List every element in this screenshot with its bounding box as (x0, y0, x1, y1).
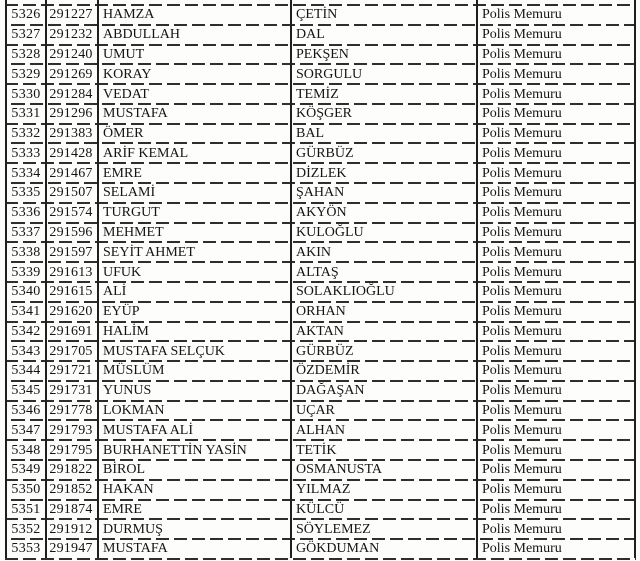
table-body (5, 4, 636, 558)
cell-row-number: 5344 (11, 363, 41, 379)
cell-title: Polis Memuru (482, 165, 562, 181)
cell-id-number: 291795 (49, 442, 93, 458)
table-row (5, 340, 636, 360)
cell-row-number: 5348 (11, 442, 41, 458)
cell-first-name: MEHMET (103, 224, 164, 240)
table-row (5, 63, 636, 83)
cell-last-name: KÖŞGER (296, 106, 353, 122)
cell-first-name: MUSTAFA ALİ (103, 422, 194, 438)
cell-last-name: SOLAKLIOĞLU (296, 284, 395, 300)
column-divider-firstname-lastname (290, 0, 292, 558)
cell-id-number: 291296 (49, 106, 93, 122)
table-row (5, 202, 636, 222)
cell-first-name: ARİF KEMAL (103, 145, 189, 161)
column-divider-id-firstname (97, 0, 99, 558)
cell-id-number: 291269 (49, 66, 93, 82)
table-row (5, 281, 636, 301)
cell-first-name: VEDAT (103, 86, 149, 102)
cell-row-number: 5345 (11, 383, 41, 399)
cell-row-number: 5333 (11, 145, 41, 161)
cell-title: Polis Memuru (482, 403, 562, 419)
cell-id-number: 291615 (49, 284, 93, 300)
cell-id-number: 291778 (49, 403, 93, 419)
cell-first-name: MÜSLÜM (103, 363, 165, 379)
cell-last-name: DAĞAŞAN (296, 383, 365, 399)
cell-row-number: 5337 (11, 224, 41, 240)
cell-row-number: 5353 (11, 541, 41, 557)
cell-title: Polis Memuru (482, 7, 562, 23)
cell-id-number: 291597 (49, 244, 93, 260)
column-divider-lastname-title (476, 0, 478, 558)
cell-id-number: 291227 (49, 7, 93, 23)
table-right-border (634, 0, 636, 558)
table-row (5, 261, 636, 281)
table-bottom-border (5, 558, 636, 560)
cell-first-name: BURHANETTİN YASİN (103, 442, 247, 458)
cell-first-name: UFUK (103, 264, 142, 280)
cell-last-name: AKTAN (296, 323, 344, 339)
cell-id-number: 291596 (49, 224, 93, 240)
cell-last-name: TEMİZ (296, 86, 339, 102)
cell-row-number: 5341 (11, 304, 41, 320)
cell-title: Polis Memuru (482, 462, 562, 478)
cell-title: Polis Memuru (482, 323, 562, 339)
cell-first-name: EMRE (103, 165, 142, 181)
cell-last-name: SÖYLEMEZ (296, 521, 371, 537)
cell-last-name: YILMAZ (296, 482, 351, 498)
cell-title: Polis Memuru (482, 46, 562, 62)
cell-row-number: 5329 (11, 66, 41, 82)
cell-first-name: SELAMİ (103, 185, 156, 201)
cell-last-name: KÜLCÜ (296, 501, 345, 517)
cell-first-name: EYÜP (103, 304, 140, 320)
cell-title: Polis Memuru (482, 482, 562, 498)
cell-first-name: ABDULLAH (103, 27, 180, 43)
column-divider-no-id (45, 0, 47, 558)
cell-row-number: 5327 (11, 27, 41, 43)
cell-id-number: 291705 (49, 343, 93, 359)
cell-id-number: 291507 (49, 185, 93, 201)
table-row (5, 241, 636, 261)
cell-first-name: MUSTAFA (103, 541, 168, 557)
cell-last-name: UÇAR (296, 403, 335, 419)
cell-last-name: GÜRBÜZ (296, 145, 354, 161)
cell-id-number: 291383 (49, 126, 93, 142)
cell-title: Polis Memuru (482, 106, 562, 122)
table-row (5, 321, 636, 341)
cell-last-name: KULOĞLU (296, 224, 364, 240)
cell-title: Polis Memuru (482, 244, 562, 260)
cell-first-name: HAKAN (103, 482, 154, 498)
cell-first-name: DURMUŞ (103, 521, 163, 537)
cell-row-number: 5347 (11, 422, 41, 438)
cell-last-name: PEKŞEN (296, 46, 349, 62)
cell-last-name: AKIN (296, 244, 331, 260)
cell-title: Polis Memuru (482, 442, 562, 458)
cell-id-number: 291240 (49, 46, 93, 62)
cell-first-name: ÖMER (103, 126, 144, 142)
cell-row-number: 5335 (11, 185, 41, 201)
table-row (5, 301, 636, 321)
cell-row-number: 5352 (11, 521, 41, 537)
cell-row-number: 5334 (11, 165, 41, 181)
cell-first-name: HAMZA (103, 7, 155, 23)
table-row (5, 103, 636, 123)
table-row (5, 162, 636, 182)
table-row (5, 83, 636, 103)
table-left-border (5, 0, 7, 558)
cell-last-name: GÜRBÜZ (296, 343, 354, 359)
table-row (5, 459, 636, 479)
cell-id-number: 291284 (49, 86, 93, 102)
cell-title: Polis Memuru (482, 264, 562, 280)
table-row (5, 439, 636, 459)
cell-first-name: MUSTAFA SELÇUK (103, 343, 225, 359)
table-row (5, 44, 636, 64)
cell-id-number: 291822 (49, 462, 93, 478)
cell-title: Polis Memuru (482, 422, 562, 438)
cell-last-name: GÖKDUMAN (296, 541, 380, 557)
cell-id-number: 291467 (49, 165, 93, 181)
cell-last-name: ŞAHAN (296, 185, 345, 201)
table-row (5, 24, 636, 44)
cell-row-number: 5326 (11, 7, 41, 23)
cell-id-number: 291613 (49, 264, 93, 280)
table-row (5, 222, 636, 242)
cell-row-number: 5349 (11, 462, 41, 478)
cell-row-number: 5343 (11, 343, 41, 359)
cell-id-number: 291874 (49, 501, 93, 517)
cell-id-number: 291947 (49, 541, 93, 557)
cell-first-name: EMRE (103, 501, 142, 517)
cell-row-number: 5330 (11, 86, 41, 102)
cell-row-number: 5350 (11, 482, 41, 498)
cell-row-number: 5339 (11, 264, 41, 280)
cell-last-name: ÇETİN (296, 7, 338, 23)
cell-row-number: 5331 (11, 106, 41, 122)
personnel-table (5, 0, 636, 560)
cell-first-name: SEYİT AHMET (103, 244, 195, 260)
cell-last-name: ALHAN (296, 422, 345, 438)
table-row (5, 142, 636, 162)
cell-last-name: ORHAN (296, 304, 346, 320)
cell-first-name: HALİM (103, 323, 149, 339)
cell-row-number: 5346 (11, 403, 41, 419)
cell-row-number: 5351 (11, 501, 41, 517)
cell-title: Polis Memuru (482, 126, 562, 142)
cell-title: Polis Memuru (482, 27, 562, 43)
table-row (5, 419, 636, 439)
cell-title: Polis Memuru (482, 521, 562, 537)
cell-last-name: ALTAŞ (296, 264, 339, 280)
table-row (5, 123, 636, 143)
cell-row-number: 5340 (11, 284, 41, 300)
cell-first-name: KORAY (103, 66, 152, 82)
cell-row-number: 5328 (11, 46, 41, 62)
cell-title: Polis Memuru (482, 304, 562, 320)
cell-first-name: YUNUS (103, 383, 152, 399)
cell-last-name: DAL (296, 27, 325, 43)
table-row (5, 499, 636, 519)
cell-id-number: 291852 (49, 482, 93, 498)
cell-title: Polis Memuru (482, 363, 562, 379)
cell-last-name: SORGULU (296, 66, 363, 82)
cell-first-name: ALİ (103, 284, 127, 300)
cell-title: Polis Memuru (482, 66, 562, 82)
cell-row-number: 5336 (11, 205, 41, 221)
table-row (5, 380, 636, 400)
cell-id-number: 291721 (49, 363, 93, 379)
cell-title: Polis Memuru (482, 224, 562, 240)
cell-first-name: LOKMAN (103, 403, 165, 419)
cell-id-number: 291912 (49, 521, 93, 537)
cell-title: Polis Memuru (482, 501, 562, 517)
cell-id-number: 291691 (49, 323, 93, 339)
table-row (5, 538, 636, 558)
cell-id-number: 291620 (49, 304, 93, 320)
cell-first-name: MUSTAFA (103, 106, 168, 122)
table-row (5, 182, 636, 202)
cell-last-name: TETİK (296, 442, 337, 458)
cell-title: Polis Memuru (482, 541, 562, 557)
cell-title: Polis Memuru (482, 86, 562, 102)
cell-row-number: 5338 (11, 244, 41, 260)
cell-id-number: 291574 (49, 205, 93, 221)
cell-title: Polis Memuru (482, 383, 562, 399)
cell-title: Polis Memuru (482, 145, 562, 161)
cell-id-number: 291232 (49, 27, 93, 43)
table-row (5, 518, 636, 538)
table-row (5, 479, 636, 499)
table-row (5, 4, 636, 24)
cell-last-name: BAL (296, 126, 324, 142)
cell-id-number: 291731 (49, 383, 93, 399)
cell-row-number: 5342 (11, 323, 41, 339)
cell-last-name: OSMANUSTA (296, 462, 383, 478)
cell-last-name: DİZLEK (296, 165, 347, 181)
cell-last-name: AKYÖN (296, 205, 347, 221)
cell-first-name: UMUT (103, 46, 145, 62)
cell-first-name: TURGUT (103, 205, 160, 221)
cell-id-number: 291793 (49, 422, 93, 438)
table-row (5, 360, 636, 380)
table-row (5, 400, 636, 420)
cell-first-name: BİROL (103, 462, 145, 478)
cell-title: Polis Memuru (482, 343, 562, 359)
cell-id-number: 291428 (49, 145, 93, 161)
cell-title: Polis Memuru (482, 284, 562, 300)
cell-last-name: ÖZDEMİR (296, 363, 360, 379)
cell-title: Polis Memuru (482, 185, 562, 201)
cell-title: Polis Memuru (482, 205, 562, 221)
cell-row-number: 5332 (11, 126, 41, 142)
